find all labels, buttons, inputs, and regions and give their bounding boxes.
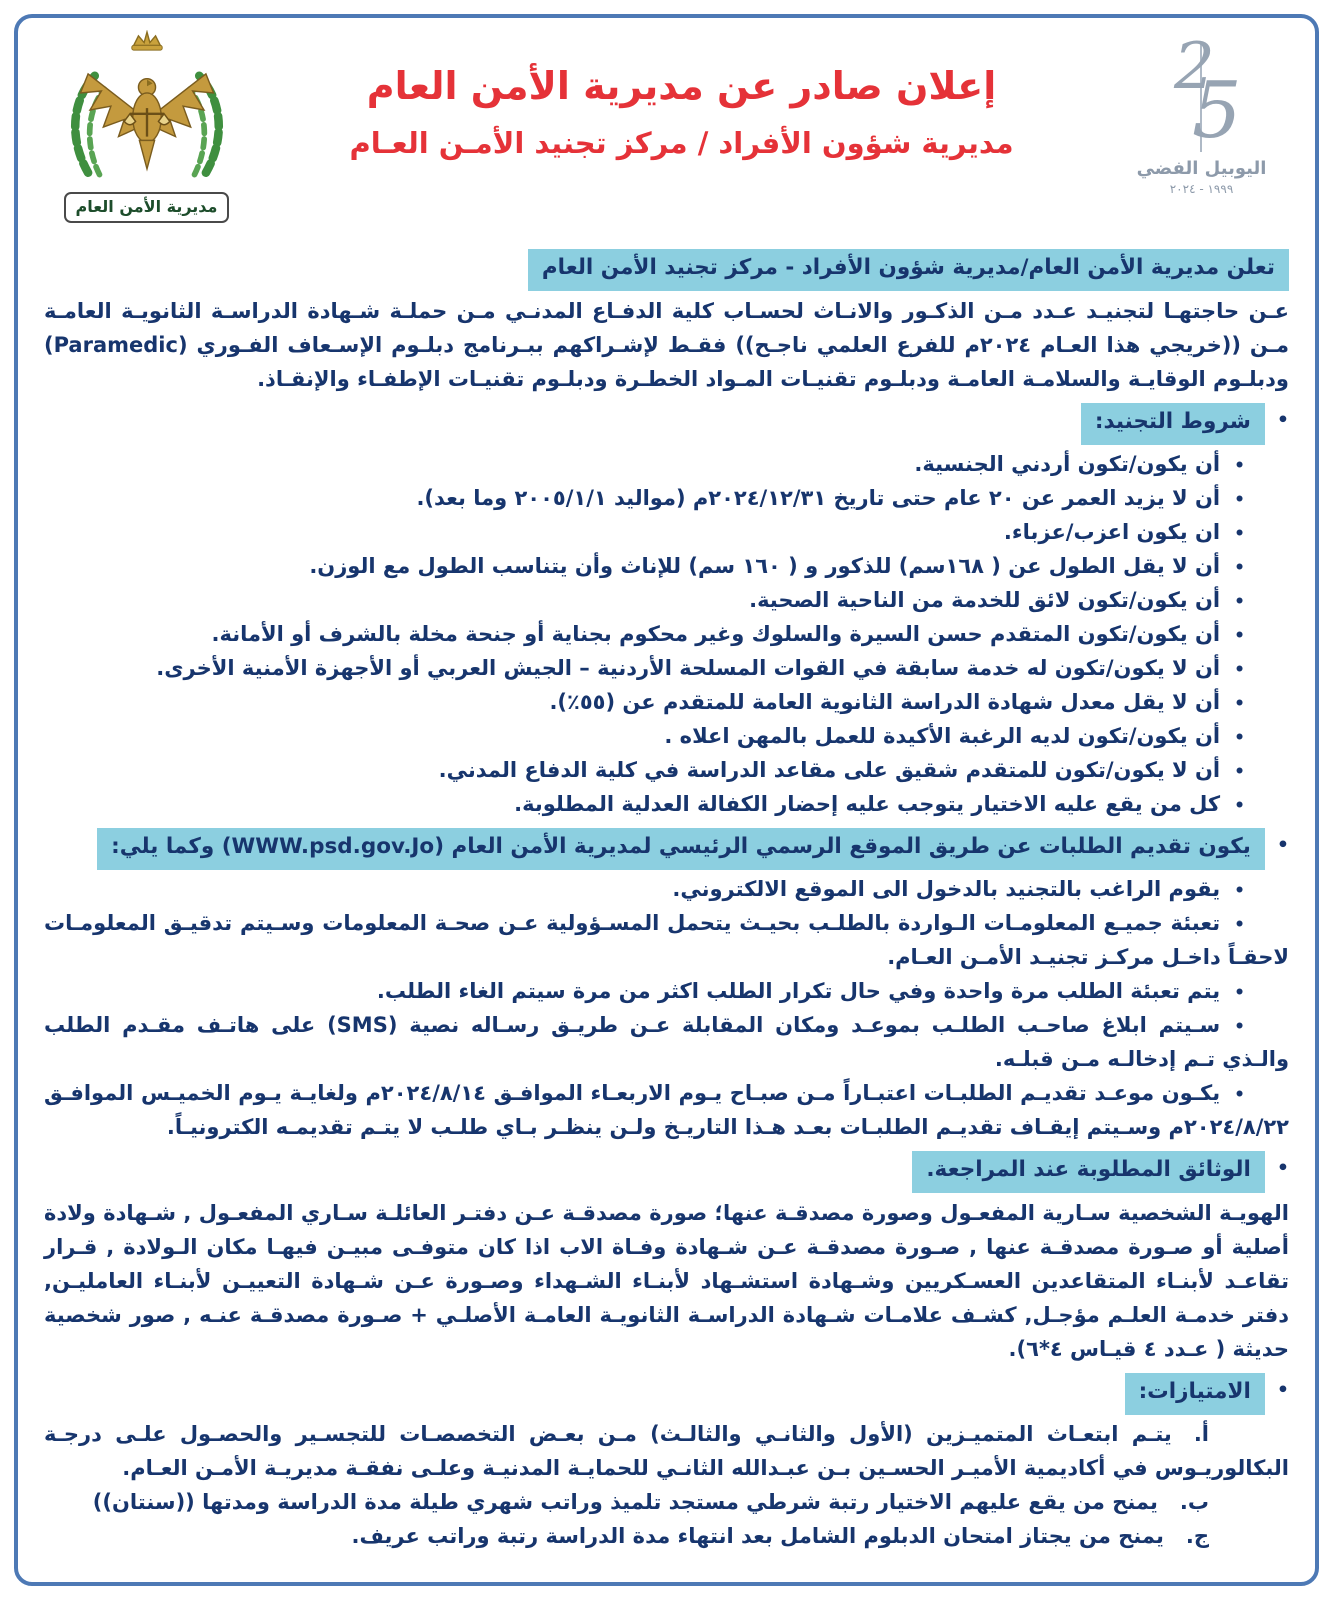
privilege-text: يمنح من يقع عليهم الاختيار رتبة شرطي مستجد تلميذ وراتب شهري طيلة مدة الدراسة ومدتها ((سنتان)) <box>92 1489 1158 1514</box>
bullet-icon: • <box>1234 914 1245 935</box>
announcement-body <box>44 249 1289 1553</box>
condition-item <box>44 549 1289 583</box>
application-item <box>44 906 1289 974</box>
bullet-icon: • <box>1234 591 1245 612</box>
application-item <box>44 1008 1289 1076</box>
page-title: إعلان صادر عن مديرية الأمن العام <box>366 64 997 108</box>
application-list <box>44 872 1289 1144</box>
section-heading-privileges: الامتيازات: <box>1125 1373 1265 1415</box>
privileges-list <box>44 1417 1289 1553</box>
page-border <box>14 14 1319 1586</box>
condition-item <box>44 787 1289 821</box>
privilege-text: يتـم ابتعـاث المتميـزين (الأول والثانـي والثالـث) مـن بعـض التخصصـات للتجسـير والحصـول علـى درجـة البكالوريـوس في أكاديمية الأميـر الحسـين بـن عبـدالله الثانـي للحمايـة المدنيـة وعلـى نفقـة مديريـة الأمـن العـام. <box>44 1421 1289 1480</box>
bullet-icon: • <box>1234 727 1245 748</box>
application-item <box>44 872 1289 906</box>
privilege-item <box>44 1519 1289 1553</box>
application-text: يكـون موعـد تقديـم الطلبـات اعتبـاراً مـن صبـاح يـوم الاربعـاء الموافـق ٢٠٢٤/٨/١٤م ولغايـة يـوم الخميـس الموافـق ٢٠٢٤/٨/٢٢م وسـيتم إيقـاف تقديـم الطلبـات بعـد هـذا التاريـخ ولـن ينظـر بـاي طلـب لا يتـم تقديمـه الكترونيـاً. <box>44 1080 1289 1139</box>
bullet-icon: • <box>1234 1084 1245 1105</box>
condition-text: أن لا يكون/تكون له خدمة سابقة في القوات المسلحة الأردنية – الجيش العربي أو الأجهزة الأمنية الأخرى. <box>156 655 1221 680</box>
conditions-list <box>44 447 1289 821</box>
bullet-icon: • <box>1234 795 1245 816</box>
bullet-icon: • <box>1234 1016 1246 1037</box>
section-heading-conditions: شروط التجنيد: <box>1081 403 1265 445</box>
bullet-icon: • <box>1234 659 1245 680</box>
bullet-icon: • <box>1234 557 1245 578</box>
section-heading-documents: الوثائق المطلوبة عند المراجعة. <box>912 1151 1264 1193</box>
application-text: يتم تعبئة الطلب مرة واحدة وفي حال تكرار الطلب اكثر من مرة سيتم الغاء الطلب. <box>376 978 1221 1003</box>
condition-item <box>44 685 1289 719</box>
section-head-application <box>44 828 1289 870</box>
condition-item <box>44 481 1289 515</box>
psd-emblem <box>44 30 249 223</box>
documents-paragraph: الهويـة الشخصية سـارية المفعـول وصورة مصدقـة عنها؛ صورة مصدقـة عـن دفتـر العائلـة سـاري المفعـول , شـهادة ولادة أصلية أو صـورة مصدقـة عنها , صـورة مصدقـة عـن شـهادة وفـاة الاب اذا كان متوفـى مبيـن فيهـا مكان الـولادة , قـرار تقاعـد لأبنـاء المتقاعدين العسـكريين وشـهادة استشـهاد لأبنـاء الشـهداء وصـورة عـن شـهادة التعييـن لأبنـاء العامليـن, دفتر خدمـة العلـم مؤجـل, كشـف علامـات شـهادة الدراسـة الثانويـة العامـة الأصلـي + صـورة مصدقـة عنـه , صور شخصية حديثة ( عـدد ٤ قيـاس ٤*٦). <box>44 1200 1289 1361</box>
jubilee-years: ١٩٩٩ - ٢٠٢٤ <box>1169 182 1234 196</box>
section-heading-application: يكون تقديم الطلبات عن طريق الموقع الرسمي الرئيسي لمديرية الأمن العام (WWW.psd.gov.Jo) وكما يلي: <box>97 828 1265 870</box>
condition-text: أن يكون/تكون لديه الرغبة الأكيدة للعمل بالمهن اعلاه . <box>664 723 1221 748</box>
privilege-text: يمنح من يجتاز امتحان الدبلوم الشامل بعد انتهاء مدة الدراسة رتبة وراتب عريف. <box>351 1523 1164 1548</box>
bullet-icon: • <box>1234 761 1245 782</box>
condition-text: أن لا يزيد العمر عن ٢٠ عام حتى تاريخ ٢٠٢٤/١٢/٣١م (مواليد ٢٠٠٥/١/١ وما بعد). <box>416 485 1221 510</box>
jubilee-25-icon <box>1114 30 1289 156</box>
condition-text: أن لا يكون/تكون للمتقدم شقيق على مقاعد الدراسة في كلية الدفاع المدني. <box>438 757 1221 782</box>
condition-item <box>44 617 1289 651</box>
jubilee-digit-2: 2 <box>1174 30 1215 104</box>
bullet-icon: • <box>1234 489 1245 510</box>
bullet-icon: • <box>1234 880 1245 901</box>
psd-eagle-emblem-icon <box>52 30 242 190</box>
application-item <box>44 974 1289 1008</box>
page-subtitle: مديرية شؤون الأفراد / مركز تجنيد الأمـن العـام <box>349 125 1014 160</box>
application-text: سـيتم ابلاغ صاحـب الطلـب بموعـد ومكان المقابلة عـن طريـق رسـاله نصية (SMS) على هاتـف مقـدم الطلب والـذي تـم إدخالـه مـن قبلـه. <box>44 1012 1289 1071</box>
emblem-caption: مديرية الأمن العام <box>64 192 230 223</box>
title-block <box>249 30 1114 160</box>
condition-text: كل من يقع عليه الاختيار يتوجب عليه إحضار الكفالة العدلية المطلوبة. <box>514 791 1221 816</box>
condition-text: أن يكون/تكون لائق للخدمة من الناحية الصحية. <box>749 587 1221 612</box>
condition-text: أن يكون/تكون أردني الجنسية. <box>914 451 1221 476</box>
jubilee-digit-5: 5 <box>1192 66 1242 156</box>
privilege-label: ج. <box>1185 1523 1209 1548</box>
condition-text: أن يكون/تكون المتقدم حسن السيرة والسلوك وغير محكوم بجناية أو جنحة مخلة بالشرف أو الأمانة. <box>211 621 1221 646</box>
condition-item <box>44 719 1289 753</box>
privilege-item <box>44 1417 1289 1485</box>
section-head-documents <box>44 1151 1289 1193</box>
condition-item <box>44 651 1289 685</box>
bullet-icon: • <box>1234 523 1245 544</box>
condition-text: أن لا يقل الطول عن ( ١٦٨سم) للذكور و ( ١٦٠ سم) للإناث وأن يتناسب الطول مع الوزن. <box>309 553 1221 578</box>
condition-item <box>44 753 1289 787</box>
application-item <box>44 1076 1289 1144</box>
application-text: يقوم الراغب بالتجنيد بالدخول الى الموقع الالكتروني. <box>672 876 1221 901</box>
privilege-label: أ. <box>1193 1421 1209 1446</box>
condition-text: أن لا يقل معدل شهادة الدراسة الثانوية العامة للمتقدم عن (٥٥٪). <box>549 689 1221 714</box>
bullet-icon: • <box>1276 1378 1289 1401</box>
intro-paragraph: عـن حاجتهـا لتجنيـد عـدد مـن الذكـور والانـاث لحسـاب كلية الدفـاع المدنـي مـن حملـة شـهادة الدراسـة الثانويـة العامـة مـن ((خريجي هذا العـام ٢٠٢٤م للفرع العلمي ناجـح)) فقـط لإشـراكهم ببـرنامج دبلـوم الإسـعاف الفـوري (Paramedic) ودبلـوم الوقايـة والسلامـة العامـة ودبلـوم تقنيـات المـواد الخطـرة ودبلـوم تقنيـات الإطفـاء والإنقـاذ. <box>44 298 1289 391</box>
bullet-icon: • <box>1234 982 1245 1003</box>
bullet-icon: • <box>1234 693 1245 714</box>
bullet-icon: • <box>1234 625 1245 646</box>
section-head-privileges <box>44 1373 1289 1415</box>
header <box>44 30 1289 242</box>
application-text: تعبئة جميـع المعلومـات الـواردة بالطلـب بحيـث يتحمل المسـؤولية عـن صحـة المعلومات وسـيتم تدقيـق المعلومـات لاحقـاً داخـل مركـز تجنيـد الأمـن العـام. <box>44 910 1289 969</box>
bullet-icon: • <box>1276 1156 1289 1179</box>
section-head-announce <box>44 249 1289 291</box>
privilege-item <box>44 1485 1289 1519</box>
bullet-icon: • <box>1276 833 1289 856</box>
silver-jubilee-logo <box>1114 30 1289 196</box>
bullet-icon: • <box>1276 408 1289 431</box>
privilege-label: ب. <box>1179 1489 1209 1514</box>
condition-item <box>44 447 1289 481</box>
section-head-conditions <box>44 403 1289 445</box>
condition-item <box>44 515 1289 549</box>
bullet-icon: • <box>1234 455 1245 476</box>
condition-text: ان يكون اعزب/عزباء. <box>1003 519 1221 544</box>
section-heading-announce: تعلن مديرية الأمن العام/مديرية شؤون الأفراد - مركز تجنيد الأمن العام <box>528 249 1289 291</box>
condition-item <box>44 583 1289 617</box>
jubilee-name: اليوبيل الفضي <box>1136 158 1267 179</box>
